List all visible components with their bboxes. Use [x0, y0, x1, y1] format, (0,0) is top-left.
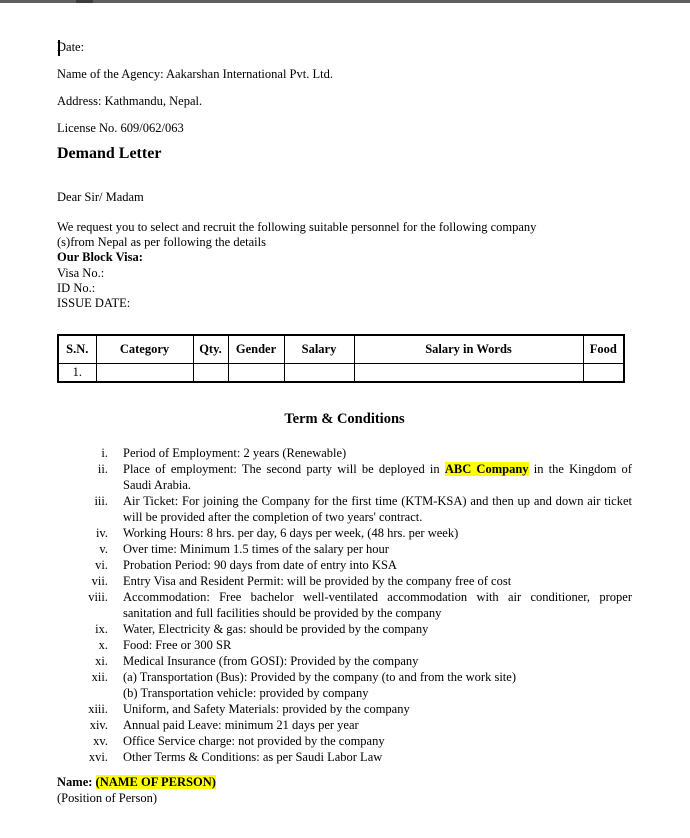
term-item — [57, 669, 632, 685]
term-text-segment: Office Service charge: not provided by the company — [123, 734, 385, 748]
term-text — [123, 461, 632, 493]
term-item — [57, 573, 632, 589]
term-number: ix. — [95, 622, 108, 636]
term-text-segment: Probation Period: 90 days from date of entry into KSA — [123, 558, 397, 572]
intro-block — [57, 220, 632, 311]
term-item — [57, 461, 632, 493]
term-text-segment: Place of employment: The second party will be deployed in — [123, 462, 445, 476]
table-header-cell: Gender — [228, 335, 284, 364]
term-number: i. — [101, 446, 108, 460]
demand-table-container — [57, 334, 632, 383]
date-label: Date: — [57, 40, 85, 54]
table-cell — [284, 364, 354, 383]
table-header-row — [58, 335, 624, 364]
term-number: ii. — [97, 462, 108, 476]
salutation: Dear Sir/ Madam — [57, 190, 144, 204]
table-header-cell: S.N. — [58, 335, 96, 364]
term-number: xiv. — [89, 718, 108, 732]
term-item — [57, 685, 632, 701]
term-item — [57, 493, 632, 525]
term-text-segment: Air Ticket: For joining the Company for the first time (KTM-KSA) and then up and down air ticket will be provided after the completion of two years' contract. — [123, 494, 632, 524]
license-number-line: License No. 609/062/063 — [57, 121, 184, 135]
term-text — [123, 573, 632, 589]
term-number: xi. — [95, 654, 108, 668]
table-header-cell: Salary — [284, 335, 354, 364]
term-item — [57, 621, 632, 637]
visa-no-label: Visa No.: — [57, 265, 105, 280]
terms-list — [57, 445, 632, 765]
address-line: Address: Kathmandu, Nepal. — [57, 94, 203, 108]
intro-line-1: We request you to select and recruit the following suitable personnel for the following company — [57, 220, 537, 234]
term-number: v. — [99, 542, 108, 556]
term-text — [123, 717, 632, 733]
table-header-cell: Salary in Words — [354, 335, 583, 364]
table-row — [58, 364, 624, 383]
table-cell — [193, 364, 228, 383]
terms-title: Term & Conditions — [284, 411, 405, 427]
term-text — [123, 621, 632, 637]
term-number: iii. — [94, 494, 108, 508]
term-text-segment: Annual paid Leave: minimum 21 days per year — [123, 718, 359, 732]
term-text — [123, 557, 632, 573]
term-text — [123, 685, 632, 701]
table-cell — [228, 364, 284, 383]
term-item — [57, 653, 632, 669]
block-visa-label: Our Block Visa: — [57, 250, 143, 265]
table-cell — [354, 364, 583, 383]
top-window-edge — [0, 0, 690, 3]
term-number: x. — [98, 638, 108, 652]
table-cell — [96, 364, 193, 383]
term-number — [57, 685, 108, 701]
term-text — [123, 445, 632, 461]
term-text-segment: in the Kingdom of Saudi Arabia. — [123, 462, 632, 492]
term-text-segment: Medical Insurance (from GOSI): Provided by the company — [123, 654, 419, 668]
name-label: Name: — [57, 775, 93, 789]
term-text — [123, 525, 632, 541]
term-number: xvi. — [88, 750, 108, 764]
agency-name-line: Name of the Agency: Aakarshan International Pvt. Ltd. — [57, 67, 333, 81]
term-text — [123, 733, 632, 749]
term-item — [57, 733, 632, 749]
term-text — [123, 637, 632, 653]
term-text-segment: Water, Electricity & gas: should be provided by the company — [123, 622, 429, 636]
term-number: xii. — [91, 670, 108, 684]
term-number: viii. — [88, 590, 108, 604]
term-text — [123, 541, 632, 557]
term-number: iv. — [95, 526, 108, 540]
term-text — [123, 749, 632, 765]
term-item — [57, 701, 632, 717]
term-item — [57, 717, 632, 733]
intro-line-2: (s)from Nepal as per following the details — [57, 235, 266, 250]
term-item — [57, 525, 632, 541]
term-number: vi. — [95, 558, 108, 572]
table-cell — [583, 364, 624, 383]
top-edge-segment — [76, 0, 93, 3]
term-text-segment: Working Hours: 8 hrs. per day, 6 days per week, (48 hrs. per week) — [123, 526, 459, 540]
term-text — [123, 701, 632, 717]
term-number: vii. — [91, 574, 108, 588]
term-text-segment: (b) Transportation vehicle: provided by company — [123, 686, 369, 700]
highlight-text: ABC Company — [444, 462, 529, 476]
id-no-label: ID No.: — [57, 280, 96, 295]
demand-table — [57, 334, 625, 383]
term-text-segment: Over time: Minimum 1.5 times of the salary per hour — [123, 542, 389, 556]
term-item — [57, 749, 632, 765]
document-title: Demand Letter — [57, 145, 162, 162]
term-text-segment: Entry Visa and Resident Permit: will be provided by the company free of cost — [123, 574, 512, 588]
term-text — [123, 653, 632, 669]
term-number: xiii. — [88, 702, 108, 716]
term-text — [123, 493, 632, 525]
term-text-segment: Uniform, and Safety Materials: provided by the company — [123, 702, 410, 716]
name-value-highlight: (NAME OF PERSON) — [95, 775, 216, 789]
table-header-cell: Qty. — [193, 335, 228, 364]
term-item — [57, 445, 632, 461]
term-item — [57, 541, 632, 557]
term-number: xv. — [93, 734, 108, 748]
signature-position-line: (Position of Person) — [57, 791, 157, 805]
term-text-segment: Other Terms & Conditions: as per Saudi Labor Law — [123, 750, 383, 764]
issue-date-label: ISSUE DATE: — [57, 296, 131, 311]
term-text — [123, 669, 632, 685]
term-item — [57, 637, 632, 653]
table-cell: 1. — [58, 364, 96, 383]
term-text — [123, 589, 632, 621]
term-item — [57, 557, 632, 573]
term-text-segment: (a) Transportation (Bus): Provided by the company (to and from the work site) — [123, 670, 516, 684]
term-text-segment: Food: Free or 300 SR — [123, 638, 232, 652]
signature-name-line — [57, 774, 632, 790]
term-text-segment: Accommodation: Free bachelor well-ventilated accommodation with air conditioner, proper sanitation and full facilities should be provided by the company — [123, 590, 632, 620]
term-text-segment: Period of Employment: 2 years (Renewable) — [123, 446, 347, 460]
table-header-cell: Food — [583, 335, 624, 364]
table-header-cell: Category — [96, 335, 193, 364]
term-item — [57, 589, 632, 621]
